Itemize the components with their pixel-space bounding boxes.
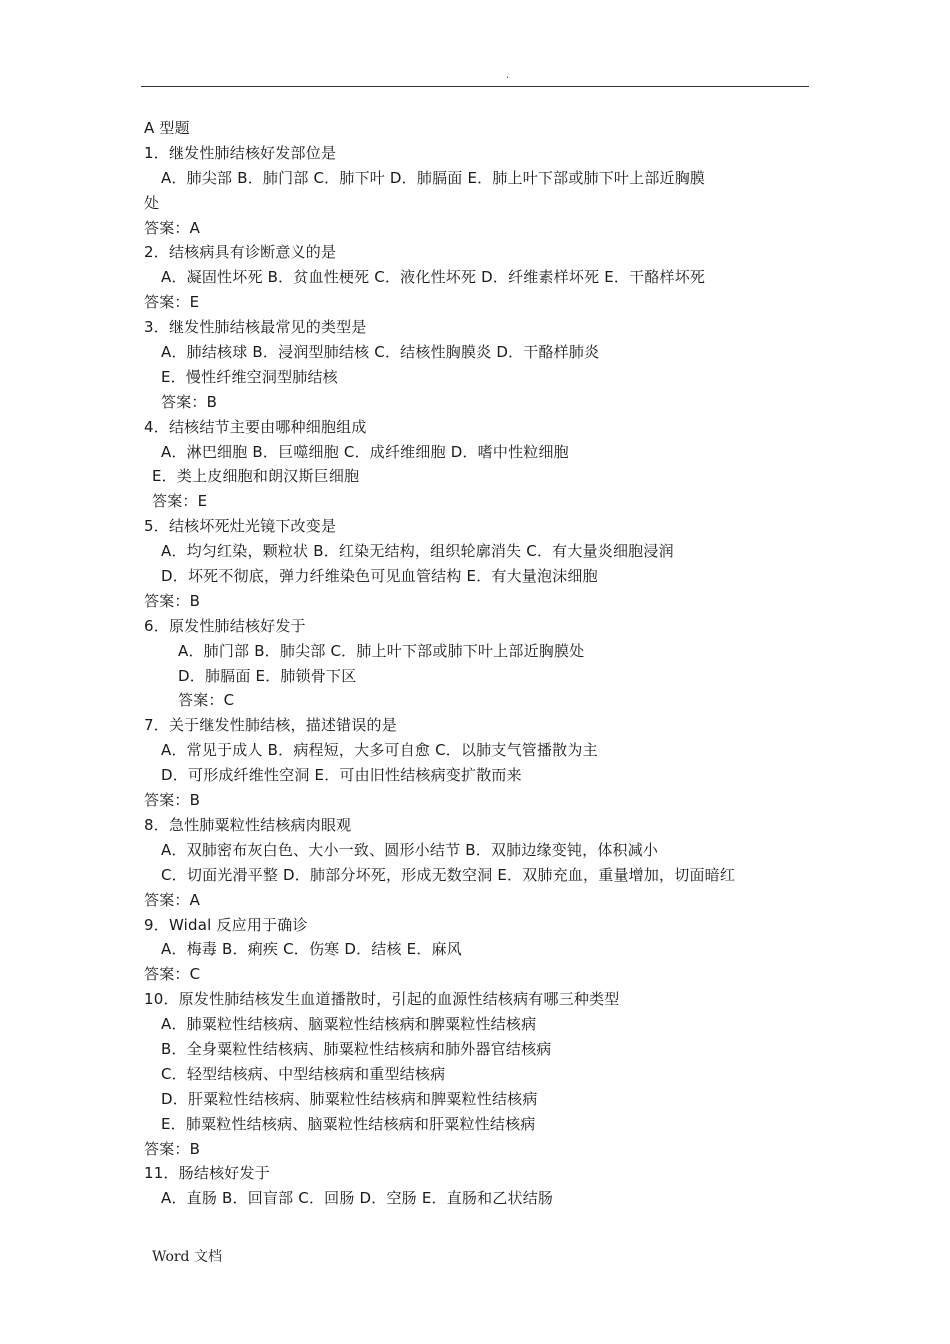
question-10-option-d: D．肝粟粒性结核病、肺粟粒性结核病和脾粟粒性结核病 <box>161 1089 538 1108</box>
question-8-options-cde: C．切面光滑平整 D．肺部分坏死，形成无数空洞 E．双肺充血，重量增加，切面暗红 <box>161 865 736 884</box>
question-2: 2．结核病具有诊断意义的是 <box>144 243 337 262</box>
question-10-option-a: A．肺粟粒性结核病、脑粟粒性结核病和脾粟粒性结核病 <box>161 1015 537 1034</box>
question-7-answer: 答案：B <box>144 791 201 810</box>
question-5-options-de: D．坏死不彻底，弹力纤维染色可见血管结构 E．有大量泡沫细胞 <box>161 567 598 586</box>
question-6: 6．原发性肺结核好发于 <box>144 616 306 635</box>
question-6-options-de: D．肺膈面 E．肺锁骨下区 <box>178 666 357 685</box>
question-2-options: A．凝固性坏死 B．贫血性梗死 C．液化性坏死 D．纤维素样坏死 E．干酪样坏死 <box>161 268 706 287</box>
question-3: 3．继发性肺结核最常见的类型是 <box>144 318 367 337</box>
question-8: 8．急性肺粟粒性结核病肉眼观 <box>144 815 352 834</box>
question-9-options: A．梅毒 B．痢疾 C．伤寒 D．结核 E．麻风 <box>161 940 462 959</box>
question-4-options-e: E．类上皮细胞和朗汉斯巨细胞 <box>152 467 360 486</box>
section-title: A 型题 <box>144 119 190 137</box>
question-11: 11．肠结核好发于 <box>144 1164 270 1183</box>
question-10: 10．原发性肺结核发生血道播散时，引起的血源性结核病有哪三种类型 <box>144 990 620 1009</box>
header-mark: . <box>506 70 510 81</box>
question-11-options: A．直肠 B．回盲部 C．回肠 D．空肠 E．直肠和乙状结肠 <box>161 1189 554 1208</box>
question-9-answer: 答案：C <box>144 965 201 984</box>
question-3-options: A．肺结核球 B．浸润型肺结核 C．结核性胸膜炎 D．干酪样肺炎 <box>161 343 600 362</box>
question-6-options: A．肺门部 B．肺尖部 C．肺上叶下部或肺下叶上部近胸膜处 <box>178 641 585 660</box>
question-4: 4．结核结节主要由哪种细胞组成 <box>144 417 367 436</box>
question-4-options: A．淋巴细胞 B．巨噬细胞 C．成纤维细胞 D．嗜中性粒细胞 <box>161 442 569 461</box>
question-4-answer: 答案：E <box>152 492 208 511</box>
question-3-answer: 答案：B <box>161 392 218 411</box>
question-7-options: A．常见于成人 B．病程短，大多可自愈 C．以肺支气管播散为主 <box>161 741 598 760</box>
question-7: 7．关于继发性肺结核，描述错误的是 <box>144 716 397 735</box>
question-1: 1．继发性肺结核好发部位是 <box>144 143 337 162</box>
question-5-options: A．均匀红染，颗粒状 B．红染无结构，组织轮廓消失 C．有大量炎细胞浸润 <box>161 542 674 561</box>
question-1-options: A．肺尖部 B．肺门部 C．肺下叶 D．肺膈面 E．肺上叶下部或肺下叶上部近胸膜 <box>161 168 706 187</box>
question-7-options-de: D．可形成纤维性空洞 E．可由旧性结核病变扩散而来 <box>161 766 522 785</box>
question-1-options-cont: 处 <box>144 193 160 212</box>
question-5: 5．结核坏死灶光镜下改变是 <box>144 517 337 536</box>
question-6-answer: 答案：C <box>178 691 235 710</box>
question-8-answer: 答案：A <box>144 890 201 909</box>
document-body <box>144 116 814 1211</box>
question-1-answer: 答案：A <box>144 218 201 237</box>
question-10-option-c: C．轻型结核病、中型结核病和重型结核病 <box>161 1064 446 1083</box>
header-divider <box>141 86 809 87</box>
question-8-options: A．双肺密布灰白色、大小一致、圆形小结节 B．双肺边缘变钝，体积减小 <box>161 840 659 859</box>
question-5-answer: 答案：B <box>144 591 201 610</box>
question-9: 9．Widal 反应用于确诊 <box>144 915 308 934</box>
question-2-answer: 答案：E <box>144 293 200 312</box>
footer-label: Word 文档 <box>152 1249 222 1265</box>
question-10-option-e: E．肺粟粒性结核病、脑粟粒性结核病和肝粟粒性结核病 <box>161 1114 536 1133</box>
question-10-answer: 答案：B <box>144 1139 201 1158</box>
question-3-options-e: E．慢性纤维空洞型肺结核 <box>161 367 338 386</box>
question-10-option-b: B．全身粟粒性结核病、肺粟粒性结核病和肺外器官结核病 <box>161 1039 552 1058</box>
